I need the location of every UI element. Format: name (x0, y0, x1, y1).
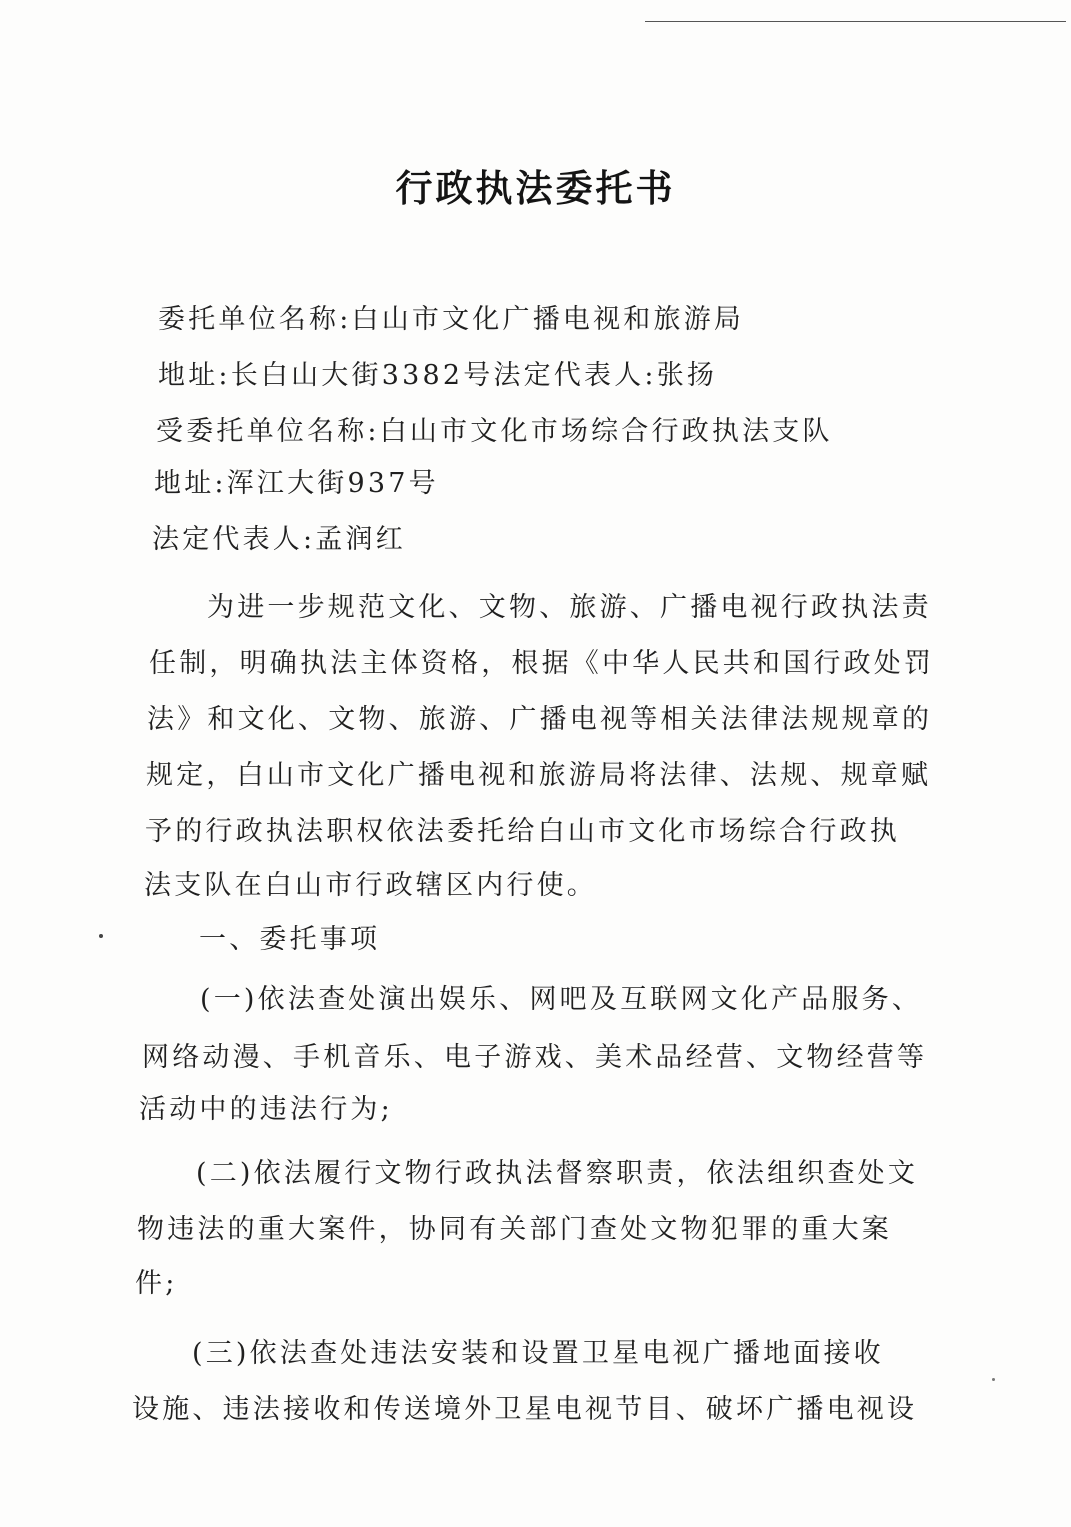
item-line: (一)依法查处演出娱乐、网吧及互联网文化产品服务、 (200, 984, 923, 1015)
legal-representative-line: 法定代表人:孟润红 (152, 524, 406, 555)
client-unit-line: 委托单位名称:白山市文化广播电视和旅游局 (158, 304, 745, 335)
scan-speck (99, 934, 103, 938)
section-heading: 一、委托事项 (199, 924, 381, 955)
client-address-line: 地址:长白山大街3382号法定代表人:张扬 (158, 360, 718, 391)
body-line: 法》和文化、文物、旅游、广播电视等相关法律法规规章的 (147, 704, 933, 735)
item-line: (二)依法履行文物行政执法督察职责，依法组织查处文 (196, 1158, 919, 1189)
item-line: 设施、违法接收和传送境外卫星电视节目、破坏广播电视设 (132, 1394, 918, 1425)
body-line: 法支队在白山市行政辖区内行使。 (144, 870, 597, 901)
body-line: 规定，白山市文化广播电视和旅游局将法律、法规、规章赋 (146, 760, 932, 791)
document-title: 行政执法委托书 (395, 166, 676, 210)
item-line: 物违法的重大案件，协同有关部门查处文物犯罪的重大案 (137, 1214, 892, 1245)
scan-speck (992, 1378, 995, 1381)
body-line: 为进一步规范文化、文物、旅游、广播电视行政执法责 (207, 592, 932, 623)
item-line: (三)依法查处违法安装和设置卫星电视广播地面接收 (192, 1338, 884, 1369)
item-line: 网络动漫、手机音乐、电子游戏、美术品经营、文物经营等 (142, 1042, 928, 1073)
item-line: 件; (135, 1268, 178, 1299)
entrusted-unit-line: 受委托单位名称:白山市文化市场综合行政执法支队 (156, 416, 833, 447)
body-line: 予的行政执法职权依法委托给白山市文化市场综合行政执 (145, 816, 900, 847)
entrusted-address-line: 地址:浑江大街937号 (154, 468, 439, 499)
top-rule-line (645, 21, 1066, 22)
item-line: 活动中的违法行为; (139, 1094, 393, 1125)
body-line: 任制，明确执法主体资格，根据《中华人民共和国行政处罚 (149, 648, 935, 679)
